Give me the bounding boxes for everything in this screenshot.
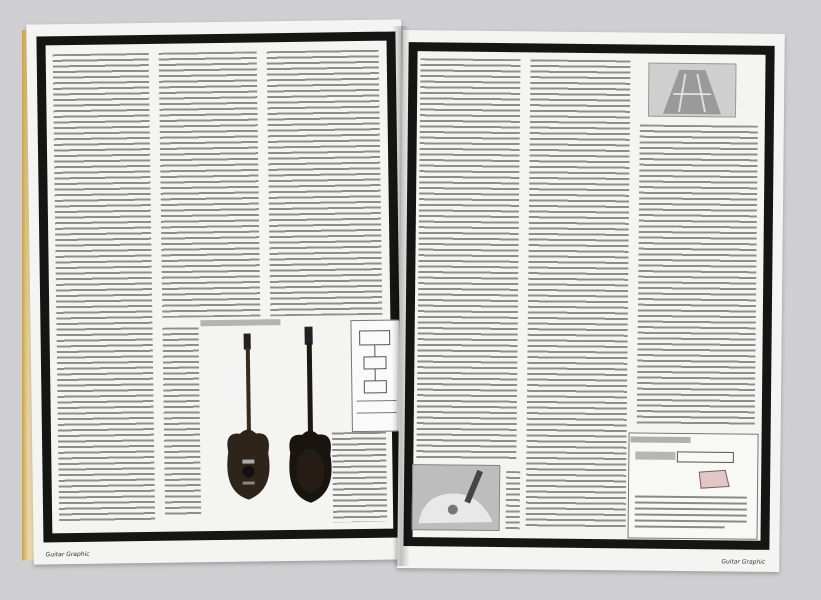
text-column-3: [267, 50, 383, 317]
sidebar-header: [631, 436, 691, 443]
sidebar-box: [628, 432, 759, 539]
text-column-5: [526, 59, 631, 530]
guitars-photo: [206, 320, 359, 512]
text-column-2b: [162, 327, 201, 517]
text-column-1: [53, 53, 156, 524]
right-page: [397, 30, 785, 572]
text-column-6: [637, 125, 758, 426]
sidebar-diagram: [629, 433, 756, 536]
text-column-4b: [506, 471, 521, 531]
guitar-bracing-photo: [648, 63, 737, 118]
right-footer: Guitar Graphic: [721, 558, 766, 566]
left-footer: Guitar Graphic: [45, 550, 90, 559]
guitar-back-icon: [287, 326, 332, 503]
text-column-2: [159, 51, 261, 317]
acoustic-guitar-photo: [412, 464, 501, 531]
text-column-4: [416, 58, 520, 459]
guitar-front-icon: [225, 333, 270, 500]
left-page: [26, 19, 409, 564]
page-gutter: [392, 26, 410, 566]
